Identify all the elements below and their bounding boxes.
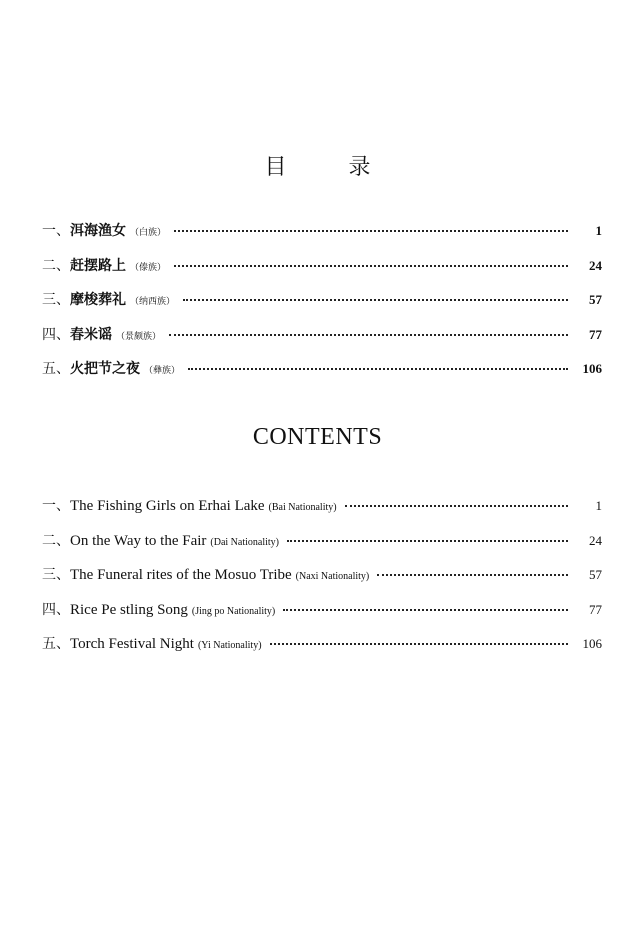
entry-number: 三、 — [42, 292, 70, 308]
entry-nationality: (Dai Nationality) — [210, 536, 279, 548]
entry-title: The Fishing Girls on Erhai Lake — [70, 498, 265, 514]
entry-nationality: (Bai Nationality) — [268, 502, 337, 513]
entry-nationality: （白族） — [130, 228, 167, 238]
entry-page: 24 — [589, 532, 602, 548]
entry-nationality: (Naxi Nationality) — [295, 571, 370, 582]
dot-leader — [183, 299, 568, 301]
dot-leader — [174, 265, 568, 267]
entry-title: Rice Pe stling Song — [70, 601, 188, 618]
entry-title: 春米谣 — [70, 326, 112, 343]
entry-number: 二、 — [42, 532, 70, 549]
entry-nationality: （傣族） — [130, 262, 167, 273]
entry-page: 57 — [589, 292, 602, 307]
toc-entry[interactable] — [42, 564, 602, 588]
chinese-toc-title: 目录 — [264, 155, 433, 180]
toc-entry[interactable] — [42, 358, 602, 382]
entry-nationality: (Jing po Nationality) — [191, 605, 276, 617]
dot-leader — [169, 334, 568, 336]
entry-page: 106 — [582, 361, 602, 376]
entry-page: 1 — [595, 223, 602, 238]
entry-page: 106 — [582, 636, 602, 651]
toc-entry[interactable] — [42, 599, 602, 623]
entry-title: 洱海渔女 — [70, 223, 126, 239]
toc-entry[interactable] — [42, 633, 602, 657]
entry-number: 一、 — [42, 498, 70, 514]
entry-nationality: （纳西族） — [130, 297, 176, 307]
english-toc-list — [42, 495, 602, 668]
entry-number: 四、 — [42, 326, 70, 343]
entry-number: 四、 — [42, 601, 70, 618]
toc-entry[interactable] — [42, 220, 602, 244]
entry-title: The Funeral rites of the Mosuo Tribe — [70, 567, 292, 583]
entry-title: 火把节之夜 — [70, 361, 140, 377]
dot-leader — [270, 643, 568, 645]
chinese-toc-list — [42, 220, 602, 393]
dot-leader — [287, 540, 568, 542]
dot-leader — [188, 368, 568, 370]
toc-entry[interactable] — [42, 495, 602, 519]
entry-number: 三、 — [42, 567, 70, 583]
toc-entry[interactable] — [42, 530, 602, 554]
toc-entry[interactable] — [42, 324, 602, 348]
entry-nationality: （彝族） — [144, 366, 181, 376]
entry-nationality: （景颇族） — [116, 331, 162, 342]
english-toc-title: CONTENTS — [252, 424, 383, 450]
entry-page: 24 — [589, 257, 602, 273]
dot-leader — [345, 505, 568, 507]
entry-nationality: (Yi Nationality) — [197, 640, 262, 651]
entry-page: 57 — [589, 567, 602, 582]
toc-entry[interactable] — [42, 255, 602, 279]
entry-page: 77 — [589, 601, 602, 617]
entry-title: On the Way to the Fair — [70, 532, 207, 549]
entry-title: 摩梭葬礼 — [70, 292, 126, 308]
entry-number: 二、 — [42, 257, 70, 274]
entry-number: 五、 — [42, 361, 70, 377]
entry-title: Torch Festival Night — [70, 636, 194, 652]
entry-title: 赶摆路上 — [70, 257, 126, 274]
dot-leader — [283, 609, 568, 611]
toc-entry[interactable] — [42, 289, 602, 313]
entry-page: 1 — [595, 498, 602, 513]
entry-number: 五、 — [42, 636, 70, 652]
dot-leader — [174, 230, 568, 232]
entry-page: 77 — [589, 326, 602, 342]
entry-number: 一、 — [42, 223, 70, 239]
dot-leader — [377, 574, 568, 576]
